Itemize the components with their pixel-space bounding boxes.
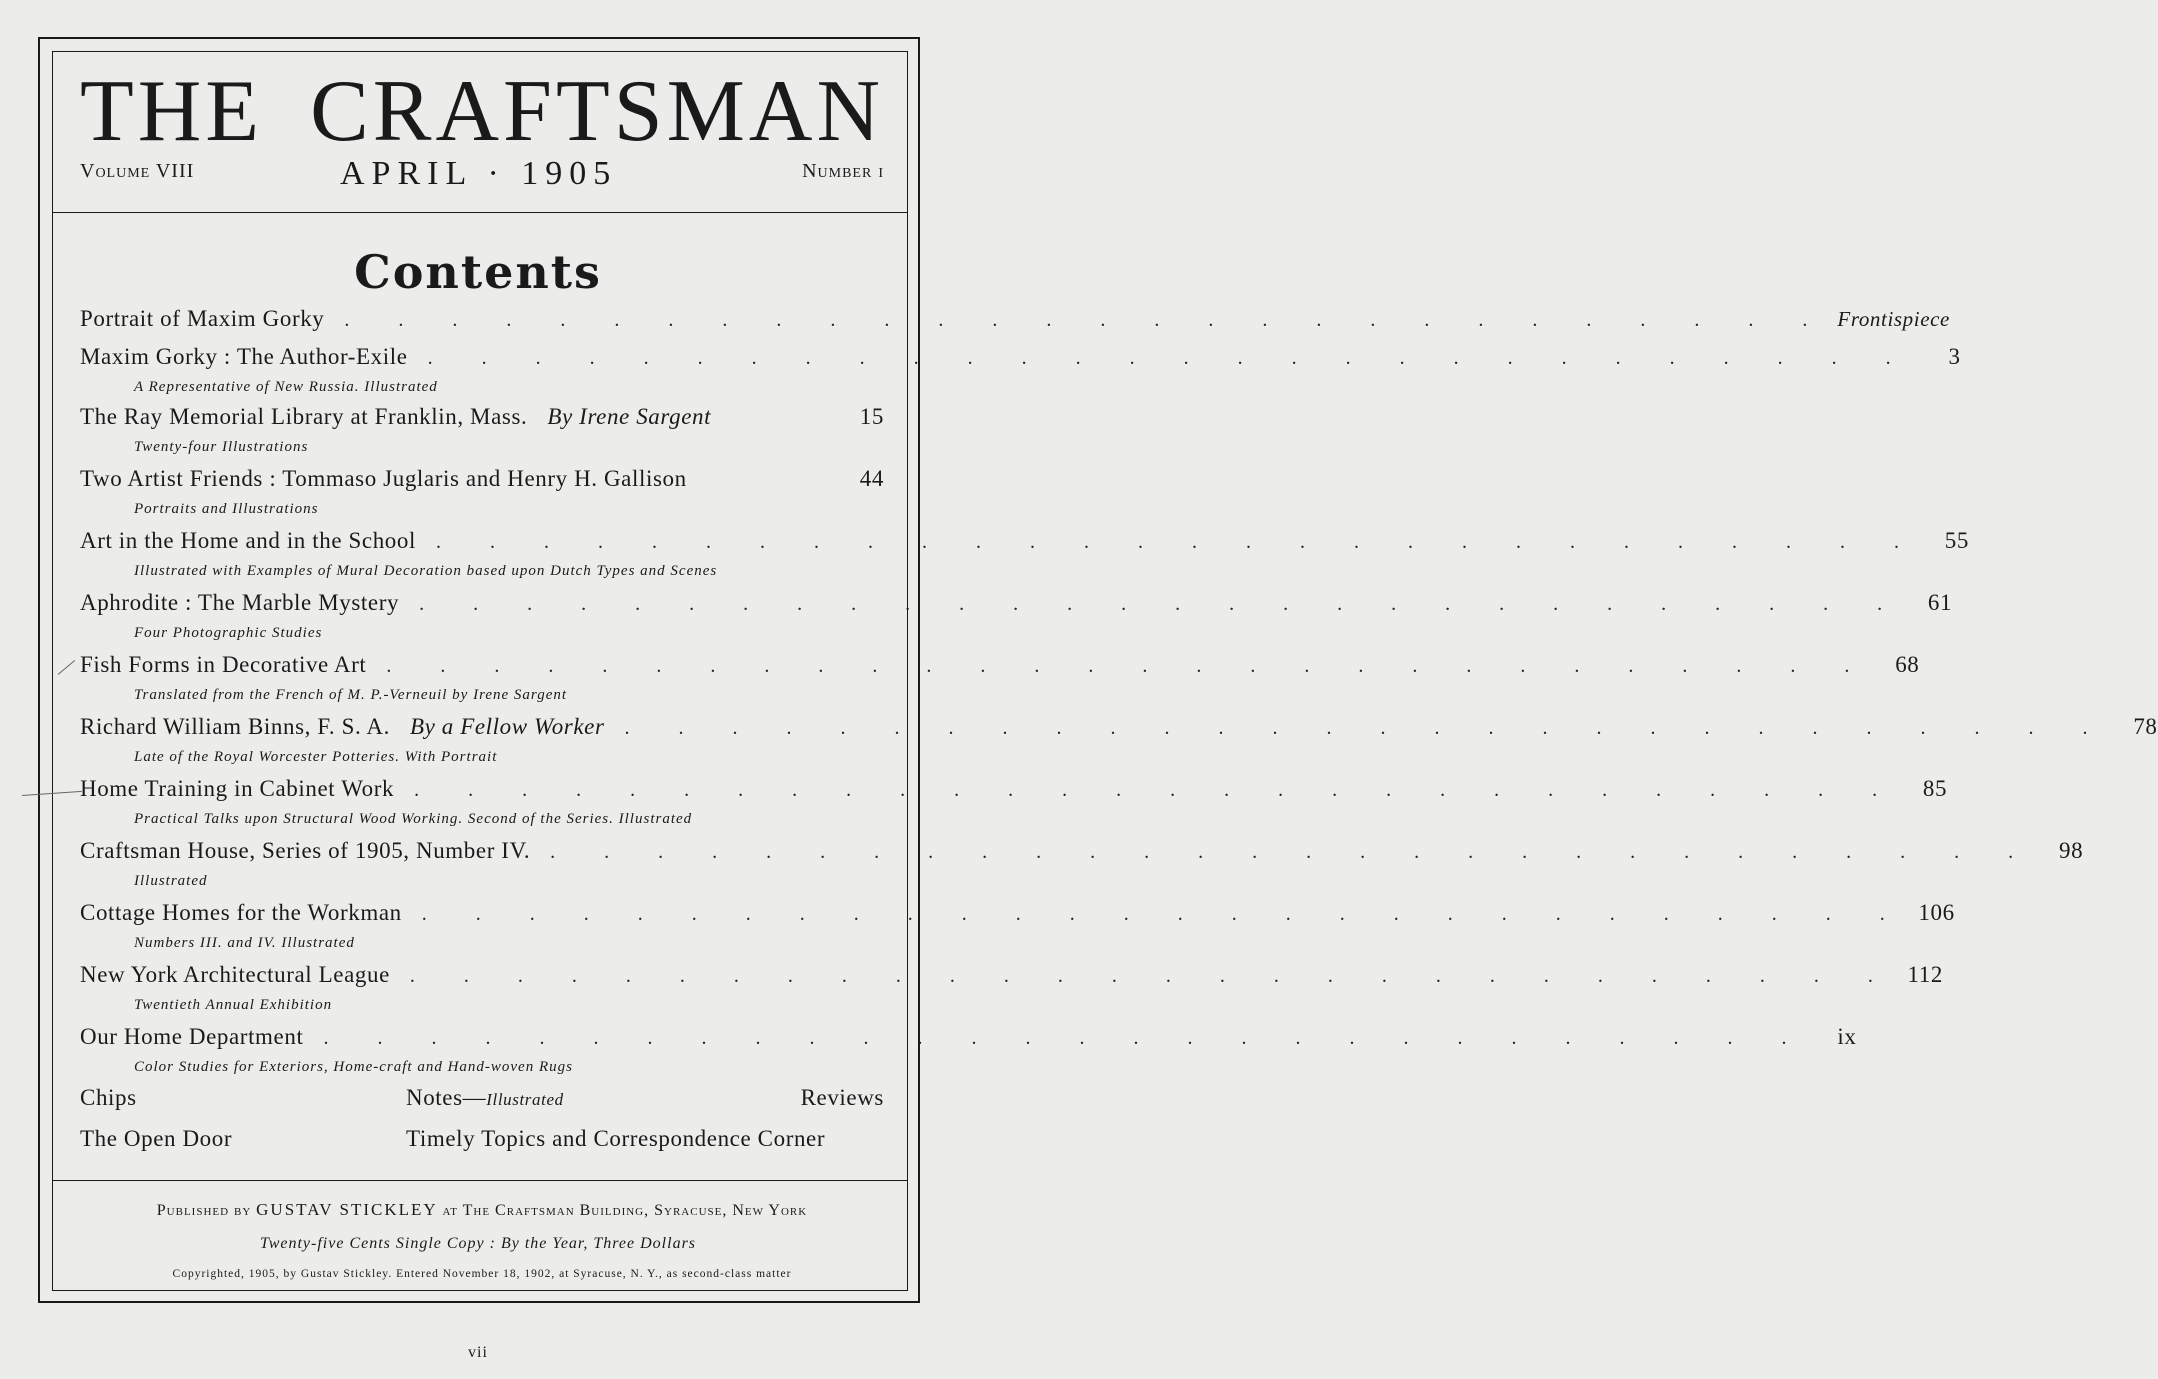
toc-entry-title: Fish Forms in Decorative Art bbox=[80, 652, 367, 677]
contents-heading: Contents bbox=[354, 245, 602, 299]
toc-leader-dots: . . . . . . . . . . . . . . . . . . . . . . . . . . . . bbox=[421, 903, 1907, 925]
toc-entry bbox=[80, 344, 1961, 402]
header-rule bbox=[52, 212, 908, 213]
toc-leader-dots: . . . . . . . . . . . . . . . . . . . . . . . . . . . . bbox=[386, 655, 1872, 677]
toc-leader-dots: . . . . . . . . . . . . . . . . . . . . . . . . . . . . bbox=[550, 841, 2036, 863]
toc-entry bbox=[80, 962, 1943, 1020]
toc-entry-page: 98 bbox=[2058, 838, 2084, 863]
toc-entry-subtitle: Late of the Royal Worcester Potteries. With Portrait bbox=[134, 749, 498, 765]
notes-illustrated: Illustrated bbox=[486, 1090, 564, 1109]
toc-entry-subtitle: Twenty-four Illustrations bbox=[134, 439, 309, 455]
toc-entry-line bbox=[80, 404, 884, 436]
toc-entry-subtitle: Portraits and Illustrations bbox=[134, 501, 319, 517]
toc-entry bbox=[80, 528, 1969, 586]
toc-entry-line bbox=[80, 528, 1969, 560]
toc-entry-line bbox=[80, 344, 1961, 376]
toc-entry-line bbox=[80, 714, 2158, 746]
toc-entry-page: 106 bbox=[1918, 900, 1955, 925]
toc-entry-title: Cottage Homes for the Workman bbox=[80, 900, 402, 925]
volume-label: Volume VIII bbox=[80, 160, 195, 182]
toc-entry-subtitle: Four Photographic Studies bbox=[134, 625, 323, 641]
toc-entry-subtitle: Twentieth Annual Exhibition bbox=[134, 997, 333, 1013]
toc-leader-dots: . . . . . . . . . . . . . . . . . . . . . . . . . . . . bbox=[419, 593, 1905, 615]
publisher-line bbox=[80, 1200, 884, 1220]
masthead-title bbox=[80, 62, 884, 162]
toc-leader-dots: . . . . . . . . . . . . . . . . . . . . . . . . . . . . bbox=[427, 347, 1913, 369]
toc-entry-page: 68 bbox=[1895, 652, 1920, 677]
toc-entry bbox=[80, 838, 2084, 896]
toc-leader-dots: . . . . . . . . . . . . . . . . . . . . . . . . . . . . bbox=[409, 965, 1895, 987]
toc-entry-line bbox=[80, 1024, 1857, 1056]
toc-entry-title: New York Architectural League bbox=[80, 962, 390, 987]
publisher-name: GUSTAV STICKLEY bbox=[256, 1200, 438, 1219]
number-label: Number i bbox=[802, 160, 884, 182]
toc-entry bbox=[80, 404, 884, 462]
toc-entry-subtitle: A Representative of New Russia. Illustrated bbox=[134, 379, 438, 395]
price-line: Twenty-five Cents Single Copy : By the Year, Three Dollars bbox=[259, 1235, 697, 1252]
toc-entry-subtitle: Illustrated bbox=[134, 873, 208, 889]
toc-entry bbox=[80, 776, 1948, 834]
toc-leader-dots: . . . . . . . . . . . . . . . . . . . . . . . . . . . . bbox=[323, 1027, 1809, 1049]
toc-entry-page: 78 bbox=[2133, 714, 2158, 739]
masthead-word-the: THE bbox=[80, 63, 264, 160]
toc-entry-line bbox=[80, 838, 2084, 870]
toc-leader-dots: . . . . . . . . . . . . . . . . . . . . . . . . . . . . bbox=[344, 309, 1830, 331]
toc-leader-dots: . . . . . . . . . . . . . . . . . . . . . . . . . . . . bbox=[624, 717, 2110, 739]
toc-entry-subtitle: Translated from the French of M. P.-Verneuil by Irene Sargent bbox=[134, 687, 568, 703]
toc-entry-title: Richard William Binns, F. S. A. bbox=[80, 714, 390, 739]
toc-entry-title: The Ray Memorial Library at Franklin, Mass. bbox=[80, 404, 528, 429]
open-door-label: The Open Door bbox=[80, 1126, 233, 1151]
toc-entry-page: 3 bbox=[1948, 344, 1961, 369]
issue-date: APRIL · 1905 bbox=[340, 155, 618, 192]
toc-entry-title: Home Training in Cabinet Work bbox=[80, 776, 395, 801]
toc-entry-subtitle: Numbers III. and IV. Illustrated bbox=[134, 935, 355, 951]
toc-entry-line bbox=[80, 962, 1943, 994]
toc-entry-subtitle: Practical Talks upon Structural Wood Working. Second of the Series. Illustrated bbox=[134, 811, 693, 827]
toc-entry bbox=[80, 306, 1950, 338]
toc-entry-page: 55 bbox=[1944, 528, 1969, 553]
toc-entry-title: Aphrodite : The Marble Mystery bbox=[80, 590, 400, 615]
toc-entry-author: By Irene Sargent bbox=[547, 404, 712, 429]
toc-entry-line bbox=[80, 306, 1950, 338]
toc-entry-line bbox=[80, 776, 1948, 808]
toc-entry bbox=[80, 466, 884, 524]
toc-entry-page: Frontispiece bbox=[1837, 307, 1950, 331]
published-by: Published by bbox=[156, 1202, 252, 1219]
toc-entry-line bbox=[80, 466, 884, 498]
toc-entry-author: By a Fellow Worker bbox=[409, 714, 605, 739]
toc-entry-subtitle: Illustrated with Examples of Mural Decoration based upon Dutch Types and Scenes bbox=[134, 563, 718, 579]
toc-entry-title: Maxim Gorky : The Author-Exile bbox=[80, 344, 408, 369]
toc-entry-line bbox=[80, 652, 1920, 684]
timely-topics-label: Timely Topics and Correspondence Corner bbox=[406, 1126, 826, 1151]
footer-rule bbox=[52, 1180, 908, 1181]
toc-entry-line bbox=[80, 590, 1953, 622]
toc-entry-title: Craftsman House, Series of 1905, Number IV. bbox=[80, 838, 531, 863]
toc-entry bbox=[80, 900, 1955, 958]
toc-entry-subtitle: Color Studies for Exteriors, Home-craft and Hand-woven Rugs bbox=[134, 1059, 573, 1075]
toc-entry-title: Portrait of Maxim Gorky bbox=[80, 306, 325, 331]
toc-entry bbox=[80, 652, 1920, 710]
toc-entry-title: Two Artist Friends : Tommaso Juglaris and Henry H. Gallison bbox=[80, 466, 687, 491]
notes-text: Notes— bbox=[406, 1085, 487, 1110]
toc-leader-dots: . . . . . . . . . . . . . . . . . . . . . . . . . . . . bbox=[436, 531, 1921, 553]
toc-entry-page: 85 bbox=[1922, 776, 1948, 801]
page-number: vii bbox=[468, 1344, 488, 1361]
toc-entry-title: Our Home Department bbox=[80, 1024, 304, 1049]
toc-leader-dots: . . . . . . . . . . . . . . . . . . . . . . . . . . . . bbox=[414, 779, 1900, 801]
masthead-word-craftsman: CRAFTSMAN bbox=[310, 63, 884, 160]
toc-entry bbox=[80, 1024, 1857, 1082]
toc-entry-line bbox=[80, 900, 1955, 932]
toc-entry-page: 112 bbox=[1907, 962, 1943, 987]
toc-entry-page: 61 bbox=[1927, 590, 1953, 615]
toc-entry-page: ix bbox=[1837, 1024, 1857, 1049]
publisher-address: at The Craftsman Building, Syracuse, New York bbox=[442, 1202, 808, 1219]
toc-entry bbox=[80, 714, 2158, 772]
toc-entry bbox=[80, 590, 1953, 648]
chips-label: Chips bbox=[80, 1085, 137, 1110]
copyright-line: Copyrighted, 1905, by Gustav Stickley. Entered November 18, 1902, at Syracuse, N. Y., as second-class matter bbox=[172, 1268, 792, 1280]
toc-entry-title: Art in the Home and in the School bbox=[80, 528, 416, 553]
notes-label bbox=[406, 1085, 564, 1111]
toc-entry-page: 15 bbox=[859, 404, 884, 429]
reviews-label: Reviews bbox=[800, 1085, 884, 1110]
toc-entry-page: 44 bbox=[859, 466, 884, 491]
